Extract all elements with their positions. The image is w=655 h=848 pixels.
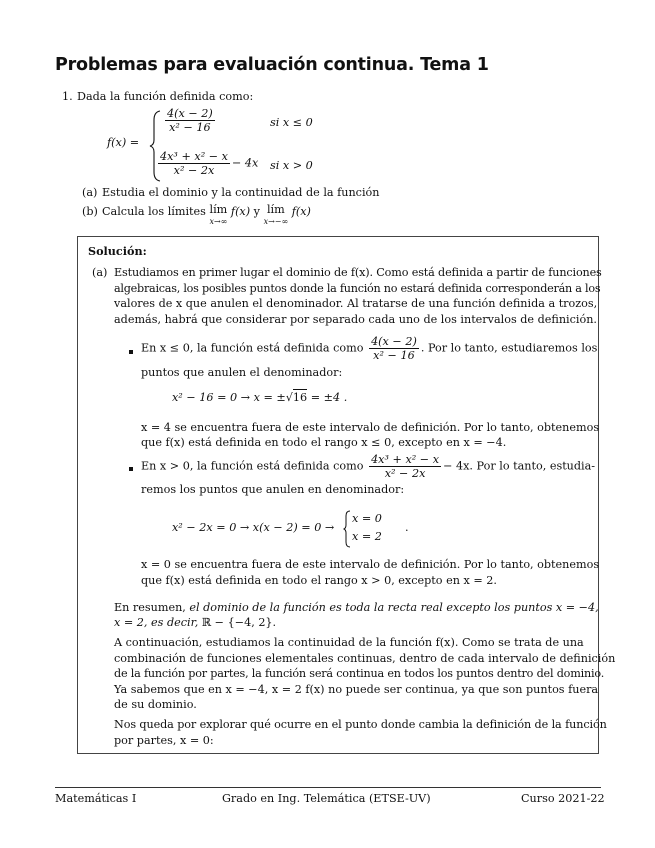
case2-rest: − 4x: [232, 156, 259, 170]
continuity-line-1: A continuación, estudiamos la continuidad de la función f(x). Como se trata de una: [114, 636, 584, 649]
bullet1-conclusion-1: x = 4 se encuentra fuera de este intervalo de definición. Por lo tanto, obtenemos: [141, 421, 600, 434]
footer-right: Curso 2021-22: [521, 792, 605, 805]
equation2-end: .: [405, 521, 409, 534]
equation1-sqrt: 16: [292, 391, 308, 404]
solution-heading: Solución:: [88, 244, 147, 258]
case1-numerator: 4(x − 2): [167, 107, 213, 120]
bullet1-prefix: En x ≤ 0, la función está definida como: [141, 341, 364, 355]
continuity-line-2: combinación de funciones elementales continuas, dentro de cada intervalo de definición: [114, 652, 616, 665]
part-b-prefix: Calcula los límites: [102, 205, 206, 218]
bullet-1: [129, 350, 133, 354]
domain-line-3: valores de x que anulen el denominador. Al tratarse de una función definida a trozos,: [114, 297, 598, 310]
bullet1-numerator: 4(x − 2): [371, 335, 417, 348]
problem-intro: Dada la función definida como:: [77, 90, 254, 103]
explore-line-2: por partes, x = 0:: [114, 734, 214, 747]
equation1-left: x² − 16 = 0 → x = ±: [172, 391, 286, 404]
lim1-word: lím: [209, 203, 228, 216]
explore-line-1: Nos queda por explorar qué ocurre en el punto donde cambia la definición de la función: [114, 718, 607, 731]
bullet1-suffix: . Por lo tanto, estudiaremos los: [420, 341, 598, 355]
bullet2-suffix: − 4x. Por lo tanto, estudia-: [443, 459, 596, 473]
summary-line-1: [114, 600, 599, 616]
footer-center: Grado en Ing. Telemática (ETSE-UV): [222, 792, 431, 805]
equation2-case1: x = 0: [352, 512, 382, 525]
problem-number: 1.: [62, 90, 73, 103]
page-title: Problemas para evaluación continua. Tema 1: [55, 55, 489, 75]
bullet-2: [129, 467, 133, 471]
lim1-subscript: x→∞: [209, 217, 228, 226]
bullet2-line2: remos los puntos que anulen en denominador:: [141, 483, 405, 496]
bullet1-line2: puntos que anulen el denominador:: [141, 366, 343, 379]
domain-line-4: además, habrá que considerar por separado cada uno de los intervalos de definición.: [114, 312, 597, 326]
equation-1: x² − 16 = 0 → x = ±√16 = ±4 .: [172, 391, 348, 404]
part-b-text: [102, 204, 311, 228]
summary-line-2: [114, 615, 276, 631]
bullet2-line1: [141, 453, 595, 480]
part-a-text: Estudia el dominio y la continuidad de la función: [102, 186, 380, 199]
lim1-function: f(x): [230, 205, 251, 218]
part-b-label: (b): [82, 205, 98, 218]
bullet2-conclusion-2: que f(x) está definida en todo el rango x > 0, excepto en x = 2.: [141, 574, 497, 587]
bullet1-conclusion-2: que f(x) está definida en todo el rango x ≤ 0, excepto en x = −4.: [141, 436, 507, 449]
footer-rule: [55, 787, 601, 788]
bullet1-line1: [141, 335, 597, 362]
function-name: f(x) =: [107, 136, 140, 149]
solution-a-label: (a): [92, 266, 108, 279]
continuity-line-4: Ya sabemos que en x = −4, x = 2 f(x) no puede ser continua, ya que son puntos fuera: [114, 683, 599, 696]
case2-denominator: x² − 2x: [173, 164, 215, 177]
summary-italic-1: el dominio de la función es toda la recta real excepto los puntos x = −4,: [189, 601, 599, 614]
summary-italic-2a: x = 2,: [114, 616, 152, 629]
equation2-case2: x = 2: [352, 530, 382, 543]
part-a-label: (a): [82, 186, 98, 199]
equation-2: x² − 2x = 0 → x(x − 2) = 0 →: [172, 521, 335, 534]
bullet2-prefix: En x > 0, la función está definida como: [141, 459, 364, 473]
case2-numerator: 4x³ + x² − x: [160, 150, 228, 163]
equation2-brace: [343, 510, 351, 548]
continuity-line-5: de su dominio.: [114, 698, 197, 711]
lim2-word: lím: [266, 203, 285, 216]
bullet1-denominator: x² − 16: [373, 349, 415, 362]
equation1-right: = ±4 .: [307, 391, 348, 404]
domain-line-1: Estudiamos en primer lugar el dominio de f(x). Como está definida a partir de funciones: [114, 266, 602, 279]
bullet2-conclusion-1: x = 0 se encuentra fuera de este intervalo de definición. Por lo tanto, obtenemos: [141, 558, 600, 571]
summary-result: ℝ − {−4, 2}.: [201, 616, 277, 629]
case1-denominator: x² − 16: [169, 121, 211, 134]
bullet2-denominator: x² − 2x: [384, 467, 426, 480]
case2-condition: si x > 0: [270, 159, 313, 172]
summary-italic-2b: es decir,: [151, 616, 202, 629]
domain-paragraph: [114, 265, 602, 327]
summary-prefix: En resumen,: [114, 601, 190, 614]
continuity-line-3: de la función por partes, la función será continua en todos los puntos dentro del dominio.: [114, 667, 605, 680]
lim-conjunction: y: [253, 205, 260, 218]
footer-left: Matemáticas I: [55, 792, 137, 805]
bullet2-numerator: 4x³ + x² − x: [371, 453, 440, 466]
lim2-subscript: x→−∞: [263, 217, 289, 226]
case2-expression: [156, 150, 258, 177]
case1-condition: si x ≤ 0: [270, 116, 313, 129]
case1-fraction: [163, 107, 217, 134]
domain-line-2: algebraicas, los posibles puntos donde la función no estará definida corresponderán a los: [114, 281, 601, 295]
lim2-function: f(x): [291, 205, 311, 218]
